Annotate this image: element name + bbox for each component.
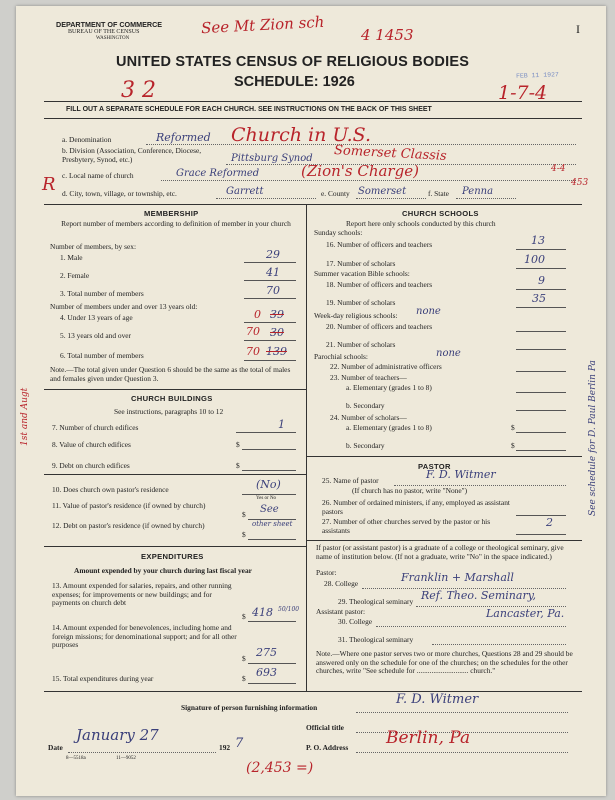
body-bottom-rule [44, 691, 582, 692]
summer-schools: Summer vacation Bible schools: [314, 269, 410, 278]
form-title: UNITED STATES CENSUS OF RELIGIOUS BODIES [116, 54, 470, 70]
weekday-value: none [416, 306, 441, 317]
q13-cents: 50/100 [278, 606, 300, 613]
address-value: Berlin, Pa [386, 728, 471, 748]
q7-label: 7. Number of church edifices [52, 423, 139, 432]
address-field[interactable] [356, 752, 568, 753]
q20-field[interactable] [516, 331, 566, 332]
q1-field[interactable] [244, 262, 296, 263]
year-suffix: 7 [235, 736, 244, 751]
local-name-value: Grace Reformed [176, 168, 260, 179]
age-intro: Number of members under and over 13 years old: [50, 302, 198, 311]
census-schedule-sheet [16, 6, 606, 796]
q19-value: 35 [532, 292, 546, 305]
form-code: 8—5518a [66, 756, 86, 761]
membership-note: Note.—The total given under Question 6 should be the same as the total of males and females given under Question 3. [50, 365, 291, 383]
q5-field[interactable] [244, 340, 296, 341]
q14-label: 14. Amount expended for benevolences, including home and foreign missions; for denominational support; and for all other purposes [52, 623, 237, 650]
q10-label: 10. Does church own pastor's residence [52, 485, 169, 494]
division-red: Somerset Classis [333, 143, 448, 164]
q17-value: 100 [524, 253, 545, 266]
q8-field[interactable] [242, 449, 296, 450]
q12-value: other sheet [252, 520, 293, 528]
q9-dollar: $ [236, 461, 240, 470]
q14-dollar: $ [242, 654, 246, 663]
annotation-side-4-4: 4-4 [551, 164, 566, 174]
q24-label: 24. Number of scholars— [330, 413, 407, 422]
q30-field[interactable] [376, 626, 566, 627]
q24b-field[interactable] [516, 450, 566, 451]
q23b-field[interactable] [516, 410, 566, 411]
schools-title: CHURCH SCHOOLS [402, 209, 479, 218]
members-by-sex: Number of members, by sex: [50, 242, 136, 251]
q2-label: 2. Female [60, 271, 90, 280]
denomination-printed: Reformed [156, 131, 211, 144]
city-field-label: d. City, town, village, or township, etc. [62, 189, 177, 198]
q13-value: 418 [252, 606, 273, 619]
signature-label: Signature of person furnishing information [181, 703, 318, 712]
local-name-label: c. Local name of church [62, 171, 134, 180]
expenditures-intro: Amount expended by your church during last fiscal year [74, 566, 252, 575]
q14-field[interactable] [248, 663, 296, 664]
q15-label: 15. Total expenditures during year [52, 674, 154, 683]
city-label: WASHINGTON [96, 36, 130, 41]
city-value: Garrett [226, 186, 264, 197]
q22-field[interactable] [516, 371, 566, 372]
q7-field[interactable] [236, 432, 296, 433]
q11-dollar: $ [242, 510, 246, 519]
denomination-label: a. Denomination [62, 135, 112, 144]
q8-label: 8. Value of church edifices [52, 440, 131, 449]
q26-field[interactable] [516, 515, 566, 516]
division-value: Pittsburg Synod [231, 153, 313, 164]
schools-intro: Report here only schools conducted by this church [346, 219, 496, 228]
q23-label: 23. Number of teachers— [330, 373, 407, 382]
q16-label: 16. Number of officers and teachers [326, 240, 433, 249]
q24a-field[interactable] [516, 432, 566, 433]
membership-intro: Report number of members according to definition of member in your church [61, 219, 291, 228]
q6-field[interactable] [244, 360, 296, 361]
grad-rule [306, 540, 582, 541]
q17-label: 17. Number of scholars [326, 259, 396, 268]
grad-intro: If pastor (or assistant pastor) is a graduate of a college or theological seminary, give name of institution below. (If not a graduate, write "No" in the space indicated.) [316, 543, 564, 561]
q14-value: 275 [256, 646, 277, 659]
q24a-label: a. Elementary (grades 1 to 8) [346, 423, 432, 432]
q19-field[interactable] [516, 307, 566, 308]
q5-struck: 30 [270, 326, 284, 339]
annotation-left-margin: 1st and Augt [20, 387, 30, 446]
parochial-schools: Parochial schools: [314, 352, 368, 361]
local-name-field[interactable] [161, 180, 576, 181]
department-label: DEPARTMENT OF COMMERCE [56, 20, 163, 29]
q3-value: 70 [266, 284, 280, 297]
q30-value: Lancaster, Pa. [486, 607, 565, 620]
q29-label: 29. Theological seminary [338, 597, 414, 606]
q31-field[interactable] [432, 644, 566, 645]
sunday-schools: Sunday schools: [314, 228, 363, 237]
q1-value: 29 [266, 248, 280, 261]
header-rule [44, 101, 582, 102]
bureau-label: BUREAU OF THE CENSUS [68, 29, 140, 35]
q25-hint: (If church has no pastor, write "None") [352, 486, 468, 495]
membership-title: MEMBERSHIP [144, 209, 199, 218]
buildings-intro: See instructions, paragraphs 10 to 12 [114, 407, 224, 416]
q18-label: 18. Number of officers and teachers [326, 280, 433, 289]
q19-label: 19. Number of scholars [326, 298, 396, 307]
q4-value: 0 [254, 308, 261, 321]
q4-label: 4. Under 13 years of age [60, 313, 133, 322]
pastor-sub-label: Pastor: [316, 568, 337, 577]
division-label-text: b. Division (Association, Conference, Diocese, Presbytery, Synod, etc.) [62, 146, 202, 164]
q9-label: 9. Debt on church edifices [52, 461, 130, 470]
county-label: e. County [321, 189, 350, 198]
q6-struck: 139 [266, 345, 287, 358]
date-value: January 27 [76, 726, 159, 744]
date-label: Date [48, 743, 63, 752]
annotation-top-note: See Mt Zion sch [200, 12, 325, 38]
received-stamp: FEB 11 1927 [515, 71, 560, 80]
body-top-rule [44, 204, 582, 205]
q27-label: 27. Number of other churches served by the pastor or his assistants [322, 517, 491, 535]
q27-field[interactable] [516, 534, 566, 535]
q22-label: 22. Number of administrative officers [330, 362, 442, 371]
county-value: Somerset [358, 186, 407, 197]
assistant-pastor-label: Assistant pastor: [316, 607, 366, 616]
q24b-dollar: $ [511, 441, 515, 450]
address-label: P. O. Address [306, 743, 349, 752]
q12-label: 12. Debt on pastor's residence (if owned by church) [52, 521, 205, 530]
date-field[interactable] [68, 752, 216, 753]
q23a-field[interactable] [516, 392, 566, 393]
q13-field[interactable] [248, 621, 296, 622]
annotation-top-num: 4 1453 [361, 26, 414, 44]
q25-value: F. D. Witmer [426, 468, 496, 481]
signature-value: F. D. Witmer [396, 692, 479, 707]
q6-value: 70 [246, 345, 260, 358]
q27-value: 2 [546, 516, 553, 529]
q24a-dollar: $ [511, 423, 515, 432]
q10-value: (No) [256, 478, 281, 491]
q21-label: 21. Number of scholars [326, 340, 396, 349]
buildings-title: CHURCH BUILDINGS [131, 394, 213, 403]
q10-field[interactable] [242, 494, 296, 495]
annotation-top-right: 1-7-4 [498, 82, 548, 104]
q4-field[interactable] [244, 322, 296, 323]
q5-label: 5. 13 years old and over [60, 331, 132, 340]
state-field[interactable] [456, 198, 516, 199]
q11-label: 11. Value of pastor's residence (if owned by church) [52, 501, 206, 510]
q24b-label: b. Secondary [346, 441, 385, 450]
q15-value: 693 [256, 666, 277, 679]
county-field[interactable] [356, 198, 426, 199]
q23b-label: b. Secondary [346, 401, 385, 410]
q23a-label: a. Elementary (grades 1 to 8) [346, 383, 432, 392]
official-title-label: Official title [306, 723, 344, 732]
q3-label: 3. Total number of members [60, 289, 144, 298]
q31-label: 31. Theological seminary [338, 635, 414, 644]
expenditures-rule [44, 546, 306, 547]
q10-hint: Yes or No [256, 496, 277, 501]
q21-field[interactable] [516, 349, 566, 350]
q18-value: 9 [538, 274, 545, 287]
q15-field[interactable] [248, 683, 296, 684]
q20-label: 20. Number of officers and teachers [326, 322, 433, 331]
q12-field[interactable] [248, 539, 296, 540]
weekday-schools: Week-day religious schools: [314, 311, 398, 320]
state-value: Penna [462, 186, 494, 197]
q15-dollar: $ [242, 674, 246, 683]
q26-label: 26. Number of ordained ministers, if any, employed as assistant pastors [322, 498, 510, 516]
q29-value: Ref. Theo. Seminary, [421, 589, 536, 602]
q6-label: 6. Total number of members [60, 351, 144, 360]
q7-value: 1 [278, 418, 285, 431]
pastor-title: PASTOR [418, 462, 451, 471]
instruction-line: FILL OUT A SEPARATE SCHEDULE FOR EACH CHURCH. SEE INSTRUCTIONS ON THE BACK OF THIS SHEET [66, 106, 432, 113]
denomination-value: Church in U.S. [231, 124, 372, 146]
q9-field[interactable] [242, 470, 296, 471]
q28-value: Franklin + Marshall [401, 571, 514, 584]
q18-field[interactable] [516, 289, 566, 290]
buildings-mid-rule [44, 474, 306, 475]
instruction-rule [44, 118, 582, 119]
annotation-right-margin: See schedule for D. Paul Berlin Pa [588, 360, 598, 516]
q4-struck: 39 [270, 308, 284, 321]
state-label: f. State [428, 189, 449, 198]
buildings-rule [44, 389, 306, 390]
q13-label: 13. Amount expended for salaries, repairs, and other running expenses; for improvements or new buildings; and for payments on church debt [52, 581, 232, 608]
division-label [62, 147, 227, 164]
q1-label: 1. Male [60, 253, 83, 262]
q8-dollar: $ [236, 440, 240, 449]
column-divider [306, 204, 307, 691]
q16-field[interactable] [516, 249, 566, 250]
q2-value: 41 [266, 266, 280, 279]
annotation-top-left: 3 2 [121, 78, 156, 103]
q2-field[interactable] [244, 280, 296, 281]
q17-field[interactable] [516, 268, 566, 269]
q16-value: 13 [531, 234, 545, 247]
annotation-side-453: 453 [571, 178, 589, 188]
expenditures-title: EXPENDITURES [141, 552, 204, 561]
annotation-r-mark: R [42, 174, 56, 195]
year-prefix: 192 [219, 743, 231, 752]
form-letter: I [576, 22, 580, 36]
q13-dollar: $ [242, 612, 246, 621]
pastor-note: Note.—Where one pastor serves two or more churches, Questions 28 and 29 should be answered only on the schedule for one of the churches; on the schedules for the other churches, write "See schedule for ............................ church." [316, 649, 573, 676]
city-field[interactable] [216, 198, 316, 199]
annotation-bottom: (2,453 =) [246, 760, 314, 776]
q5-value: 70 [246, 325, 260, 338]
local-name-red: (Zion's Charge) [301, 162, 419, 180]
q30-label: 30. College [338, 617, 373, 626]
q25-label: 25. Name of pastor [322, 476, 379, 485]
q11-value: See [260, 504, 279, 515]
q12-dollar: $ [242, 530, 246, 539]
q28-label: 28. College [324, 579, 359, 588]
parochial-value: none [436, 348, 461, 359]
pastor-rule [306, 456, 582, 457]
signature-field[interactable] [356, 712, 568, 713]
form-subtitle: SCHEDULE: 1926 [234, 74, 355, 90]
form-code-2: 11—9052 [116, 756, 136, 761]
q3-field[interactable] [244, 298, 296, 299]
